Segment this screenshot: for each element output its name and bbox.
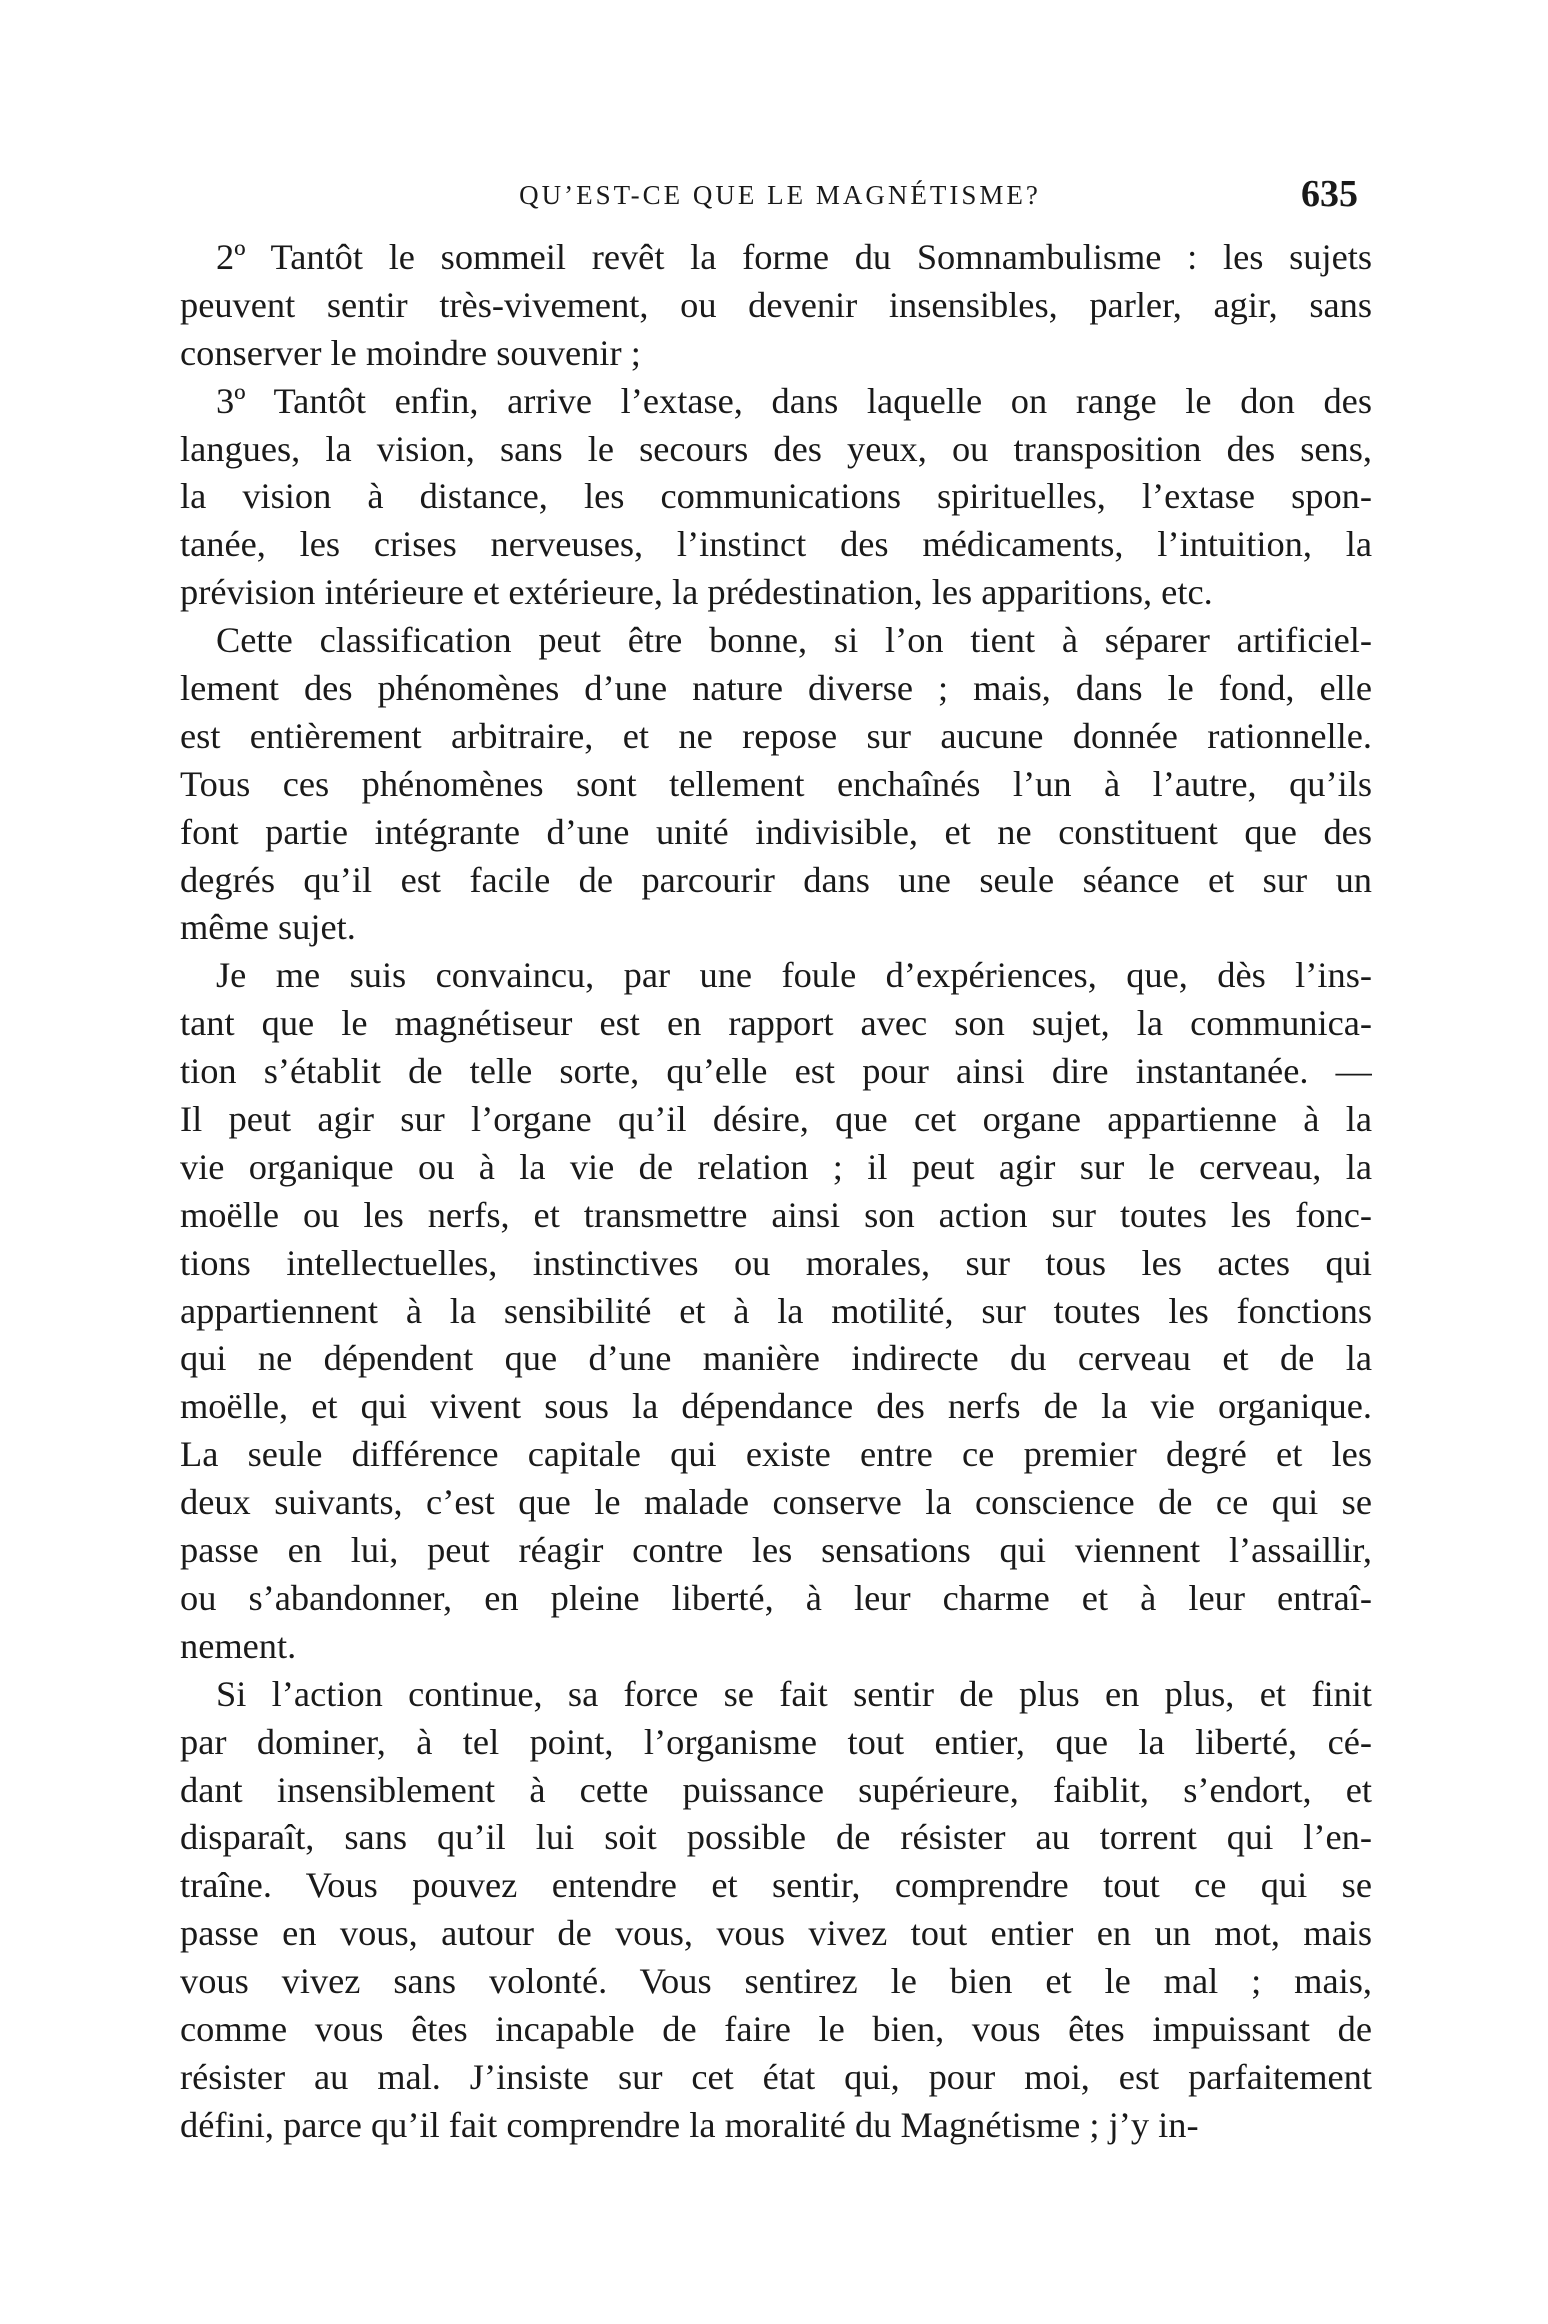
text-line: comme vous êtes incapable de faire le bien, vous êtes impuissant de	[180, 2008, 1372, 2049]
text-line: tant que le magnétiseur est en rapport avec son sujet, la communica-	[180, 1003, 1372, 1044]
text-line: conserver le moindre souvenir ;	[180, 332, 641, 373]
text-line: résister au mal. J’insiste sur cet état qui, pour moi, est parfaitement	[180, 2056, 1372, 2097]
text-line: Cette classification peut être bonne, si l’on tient à séparer artificiel-	[216, 620, 1372, 661]
text-line: appartiennent à la sensibilité et à la motilité, sur toutes les fonctions	[180, 1290, 1372, 1331]
text-line: défini, parce qu’il fait comprendre la moralité du Magnétisme ; j’y in-	[180, 2104, 1199, 2145]
text-line: tion s’établit de telle sorte, qu’elle est pour ainsi dire instantanée. —	[180, 1051, 1372, 1092]
paragraph	[180, 1671, 1372, 2150]
text-line: lement des phénomènes d’une nature diverse ; mais, dans le fond, elle	[180, 668, 1372, 709]
text-line: disparaît, sans qu’il lui soit possible de résister au torrent qui l’en-	[180, 1817, 1372, 1858]
body-text	[180, 234, 1372, 2150]
text-line: Je me suis convaincu, par une foule d’expériences, que, dès l’ins-	[216, 955, 1372, 996]
page-number: 635	[1301, 173, 1358, 215]
text-line: dant insensiblement à cette puissance supérieure, faiblit, s’endort, et	[180, 1769, 1372, 1810]
text-line: Il peut agir sur l’organe qu’il désire, que cet organe appartienne à la	[180, 1099, 1372, 1140]
paragraph	[180, 234, 1372, 378]
text-line: 3º Tantôt enfin, arrive l’extase, dans laquelle on range le don des	[216, 380, 1372, 421]
text-line: passe en vous, autour de vous, vous vivez tout entier en un mot, mais	[180, 1913, 1372, 1954]
text-line: moëlle, et qui vivent sous la dépendance des nerfs de la vie organique.	[180, 1386, 1372, 1427]
text-line: la vision à distance, les communications spirituelles, l’extase spon-	[180, 476, 1372, 517]
text-line: tions intellectuelles, instinctives ou morales, sur tous les actes qui	[180, 1242, 1372, 1283]
text-line: vous vivez sans volonté. Vous sentirez le bien et le mal ; mais,	[180, 1961, 1372, 2002]
text-line: 2º Tantôt le sommeil revêt la forme du Somnambulisme : les sujets	[216, 237, 1372, 277]
text-line: tanée, les crises nerveuses, l’instinct des médicaments, l’intuition, la	[180, 524, 1372, 565]
paragraph	[180, 617, 1372, 952]
text-line: Si l’action continue, sa force se fait sentir de plus en plus, et finit	[216, 1673, 1372, 1714]
text-line: vie organique ou à la vie de relation ; il peut agir sur le cerveau, la	[180, 1146, 1372, 1187]
text-line: La seule différence capitale qui existe entre ce premier degré et les	[180, 1434, 1372, 1475]
text-line: langues, la vision, sans le secours des yeux, ou transposition des sens,	[180, 428, 1372, 469]
text-line: nement.	[180, 1625, 297, 1666]
text-line: degrés qu’il est facile de parcourir dans une seule séance et sur un	[180, 859, 1372, 900]
paragraph	[180, 378, 1372, 617]
text-line: qui ne dépendent que d’une manière indirecte du cerveau et de la	[180, 1338, 1372, 1379]
text-line: est entièrement arbitraire, et ne repose sur aucune donnée rationnelle.	[180, 715, 1372, 756]
text-line: traîne. Vous pouvez entendre et sentir, comprendre tout ce qui se	[180, 1865, 1372, 1906]
page-header	[180, 172, 1380, 232]
text-line: font partie intégrante d’une unité indivisible, et ne constituent que des	[180, 811, 1372, 852]
paragraph	[180, 952, 1372, 1670]
running-title: QU’EST-CE QUE LE MAGNÉTISME?	[519, 180, 1041, 210]
text-line: prévision intérieure et extérieure, la prédestination, les apparitions, etc.	[180, 572, 1213, 613]
text-line: par dominer, à tel point, l’organisme tout entier, que la liberté, cé-	[180, 1721, 1372, 1762]
text-line: passe en lui, peut réagir contre les sensations qui viennent l’assaillir,	[180, 1530, 1372, 1571]
text-line: peuvent sentir très-vivement, ou devenir insensibles, parler, agir, sans	[180, 284, 1372, 325]
text-line: moëlle ou les nerfs, et transmettre ainsi son action sur toutes les fonc-	[180, 1194, 1372, 1235]
text-line: Tous ces phénomènes sont tellement enchaînés l’un à l’autre, qu’ils	[180, 763, 1372, 804]
text-line: deux suivants, c’est que le malade conserve la conscience de ce qui se	[180, 1482, 1372, 1523]
text-line: même sujet.	[180, 907, 356, 948]
text-line: ou s’abandonner, en pleine liberté, à leur charme et à leur entraî-	[180, 1577, 1372, 1618]
